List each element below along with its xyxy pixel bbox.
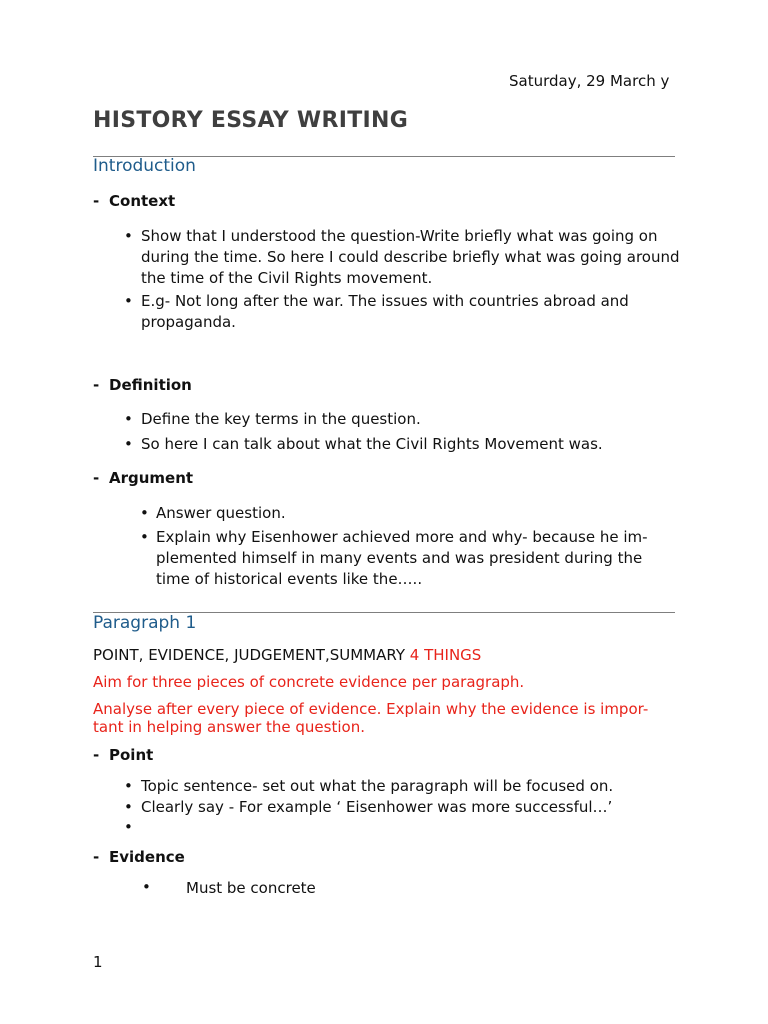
subheading-label: Definition <box>109 376 192 394</box>
section-heading-introduction: Introduction <box>93 156 196 176</box>
bullet-icon: • <box>124 292 133 310</box>
structure-note: 4 THINGS <box>409 646 482 664</box>
document-title: HISTORY ESSAY WRITING <box>93 108 409 133</box>
dash-marker: - <box>93 848 100 866</box>
bullet-icon: • <box>124 777 133 795</box>
bullet-icon: • <box>142 878 151 896</box>
bullet-text: Explain why Eisenhower achieved more and why- because he im- plemented himself in many events and was president during the time of historical events like the….. <box>156 528 648 588</box>
bullet-text: Topic sentence- set out what the paragraph will be focused on. <box>141 777 614 795</box>
bullet-icon: • <box>124 227 133 245</box>
subheading-label: Evidence <box>109 848 185 866</box>
document-date: Saturday, 29 March y <box>509 72 670 90</box>
paragraph-structure-line <box>93 646 481 664</box>
bullet-text: Answer question. <box>156 504 286 522</box>
subheading-label: Context <box>109 192 176 210</box>
dash-marker: - <box>93 192 100 210</box>
bullet-icon: • <box>124 818 133 836</box>
bullet-text: Clearly say - For example ‘ Eisenhower was more successful…’ <box>141 798 613 816</box>
subheading-argument <box>93 469 193 487</box>
subheading-evidence <box>93 848 185 866</box>
subheading-label: Point <box>109 746 154 764</box>
subheading-label: Argument <box>109 469 194 487</box>
bullet-icon: • <box>124 798 133 816</box>
bullet-text: So here I can talk about what the Civil Rights Movement was. <box>141 435 603 453</box>
subheading-definition <box>93 376 192 394</box>
aim-note: Aim for three pieces of concrete evidence per paragraph. <box>93 673 525 691</box>
section-heading-paragraph-1: Paragraph 1 <box>93 613 197 633</box>
bullet-text: Show that I understood the question-Write briefly what was going on during the time. So here I could describe briefly what was going around the time of the Civil Rights movement. <box>141 227 680 287</box>
bullet-text: Must be concrete <box>186 879 316 897</box>
bullet-icon: • <box>124 435 133 453</box>
page-number: 1 <box>93 953 103 971</box>
bullet-icon: • <box>140 528 149 546</box>
bullet-icon: • <box>124 410 133 428</box>
bullet-icon: • <box>140 504 149 522</box>
dash-marker: - <box>93 746 100 764</box>
bullet-text: E.g- Not long after the war. The issues with countries abroad and propaganda. <box>141 292 629 331</box>
dash-marker: - <box>93 376 100 394</box>
structure-text: POINT, EVIDENCE, JUDGEMENT,SUMMARY <box>93 646 405 664</box>
subheading-context <box>93 192 175 210</box>
bullet-text: Define the key terms in the question. <box>141 410 421 428</box>
dash-marker: - <box>93 469 100 487</box>
analyse-note: Analyse after every piece of evidence. Explain why the evidence is impor- tant in helping answer the question. <box>93 700 649 736</box>
subheading-point <box>93 746 153 764</box>
